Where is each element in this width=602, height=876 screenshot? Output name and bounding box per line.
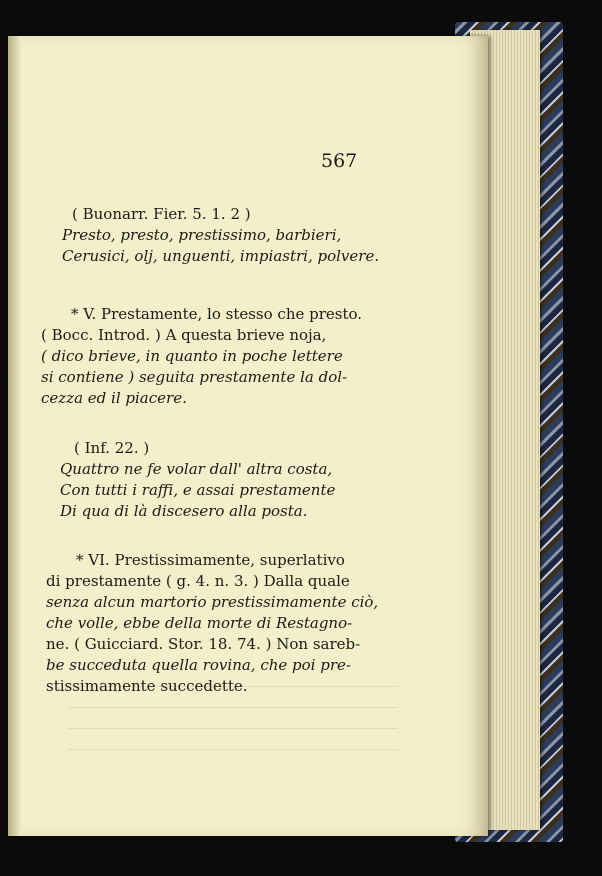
entry-line: ( dico brieve, in quanto in poche lettere xyxy=(41,347,343,365)
entry-line: ( Bocc. Introd. ) A questa brieve noja, xyxy=(41,326,327,344)
verse-line: Con tutti i raffi, e assai prestamente xyxy=(60,481,336,499)
citation-line: ( Buonarr. Fier. 5. 1. 2 ) xyxy=(72,205,251,223)
entry-line: che volle, ebbe della morte di Restagno- xyxy=(46,614,353,632)
entry-heading: * V. Prestamente, lo stesso che presto. xyxy=(71,305,363,323)
entry-line: ne. ( Guicciard. Stor. 18. 74. ) Non sareb- xyxy=(46,635,361,653)
entry-prestissimamente xyxy=(46,550,378,697)
quote-inferno xyxy=(60,438,335,522)
page-number: 567 xyxy=(321,150,358,172)
verse-line: Presto, presto, prestissimo, barbieri, xyxy=(62,226,342,244)
entry-heading: * VI. Prestissimamente, superlativo xyxy=(76,551,345,569)
entry-line: senza alcun martorio prestissimamente ciò, xyxy=(46,593,379,611)
entry-line: be succeduta quella rovina, che poi pre- xyxy=(46,656,351,674)
entry-line: di prestamente ( g. 4. n. 3. ) Dalla quale xyxy=(46,572,350,590)
citation-line: ( Inf. 22. ) xyxy=(74,439,150,457)
entry-prestamente xyxy=(41,304,362,409)
page-gutter xyxy=(8,36,22,836)
verse-line: Cerusici, olj, unguenti, impiastri, polvere. xyxy=(62,247,380,265)
verse-line: Quattro ne fe volar dall' altra costa, xyxy=(60,460,333,478)
entry-line: si contiene ) seguita prestamente la dol- xyxy=(41,368,348,386)
bleed-through xyxy=(68,686,398,766)
verse-line: Di qua di là discesero alla posta. xyxy=(60,502,308,520)
entry-line: stissimamente succedette. xyxy=(46,677,248,695)
quote-buonarroti xyxy=(62,204,379,267)
book-page xyxy=(8,36,488,836)
entry-line: cezza ed il piacere. xyxy=(41,389,187,407)
